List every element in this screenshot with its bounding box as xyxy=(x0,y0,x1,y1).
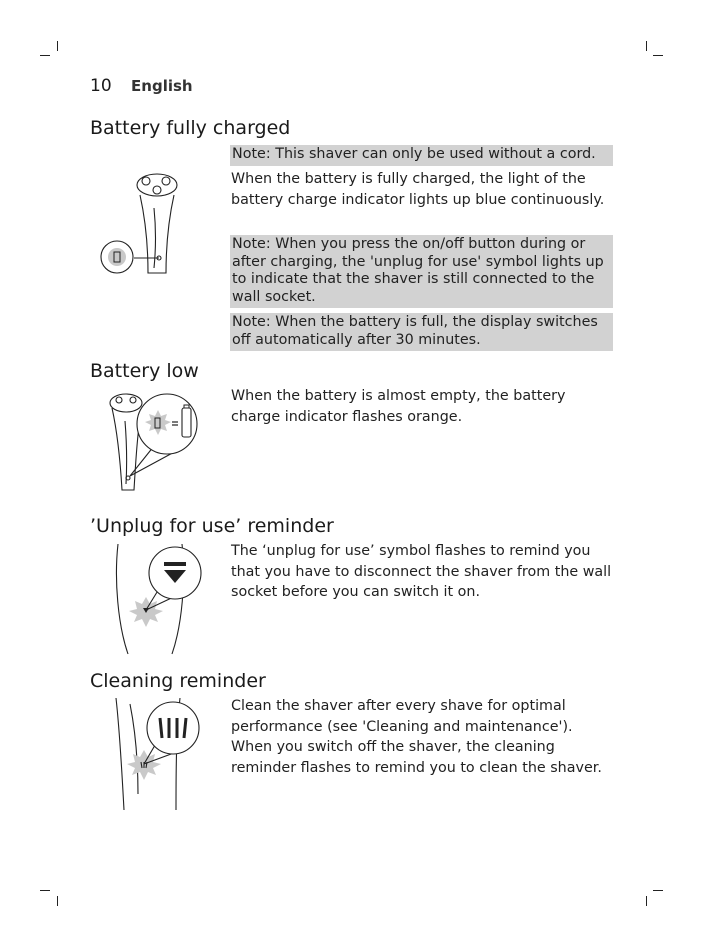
crop-mark xyxy=(653,55,663,56)
shaver-battery-low-illustration xyxy=(108,386,208,498)
text-unplug-reminder: The ‘unplug for use’ symbol flashes to remind you that you have to disconnect the shaver from the wall socket before you can switch it on. xyxy=(231,543,612,600)
cleaning-reminder-illustration xyxy=(110,694,210,812)
shaver-charged-illustration xyxy=(96,168,196,283)
page-number: 10 xyxy=(90,76,112,96)
unplug-reminder-illustration xyxy=(108,540,208,658)
page-header xyxy=(90,76,193,96)
note-cordless: Note: This shaver can only be used without a cord. xyxy=(230,145,613,166)
heading-unplug-reminder: ’Unplug for use’ reminder xyxy=(90,515,334,537)
heading-battery-fully-charged: Battery fully charged xyxy=(90,117,291,139)
note-display-switch-off: Note: When the battery is full, the display switches off automatically after 30 minutes. xyxy=(230,313,613,351)
crop-mark xyxy=(653,890,663,891)
language-label: English xyxy=(131,77,193,95)
crop-mark xyxy=(40,55,50,56)
crop-mark xyxy=(57,896,58,906)
note-unplug-symbol: Note: When you press the on/off button during or after charging, the 'unplug for use' symbol lights up to indicate that the shaver is still connected to the wall socket. xyxy=(230,235,613,308)
heading-cleaning-reminder: Cleaning reminder xyxy=(90,670,266,692)
text-cleaning-reminder: Clean the shaver after every shave for optimal performance (see 'Cleaning and maintenance'). When you switch off the shaver, the cleaning reminder flashes to remind you to clean the shaver. xyxy=(231,698,602,776)
text-battery-low: When the battery is almost empty, the battery charge indicator flashes orange. xyxy=(231,388,566,425)
text-battery-fully-charged: When the battery is fully charged, the light of the battery charge indicator lights up blue continuously. xyxy=(231,171,605,208)
crop-mark xyxy=(646,41,647,51)
crop-mark xyxy=(646,896,647,906)
crop-mark xyxy=(40,890,50,891)
crop-mark xyxy=(57,41,58,51)
heading-battery-low: Battery low xyxy=(90,360,199,382)
